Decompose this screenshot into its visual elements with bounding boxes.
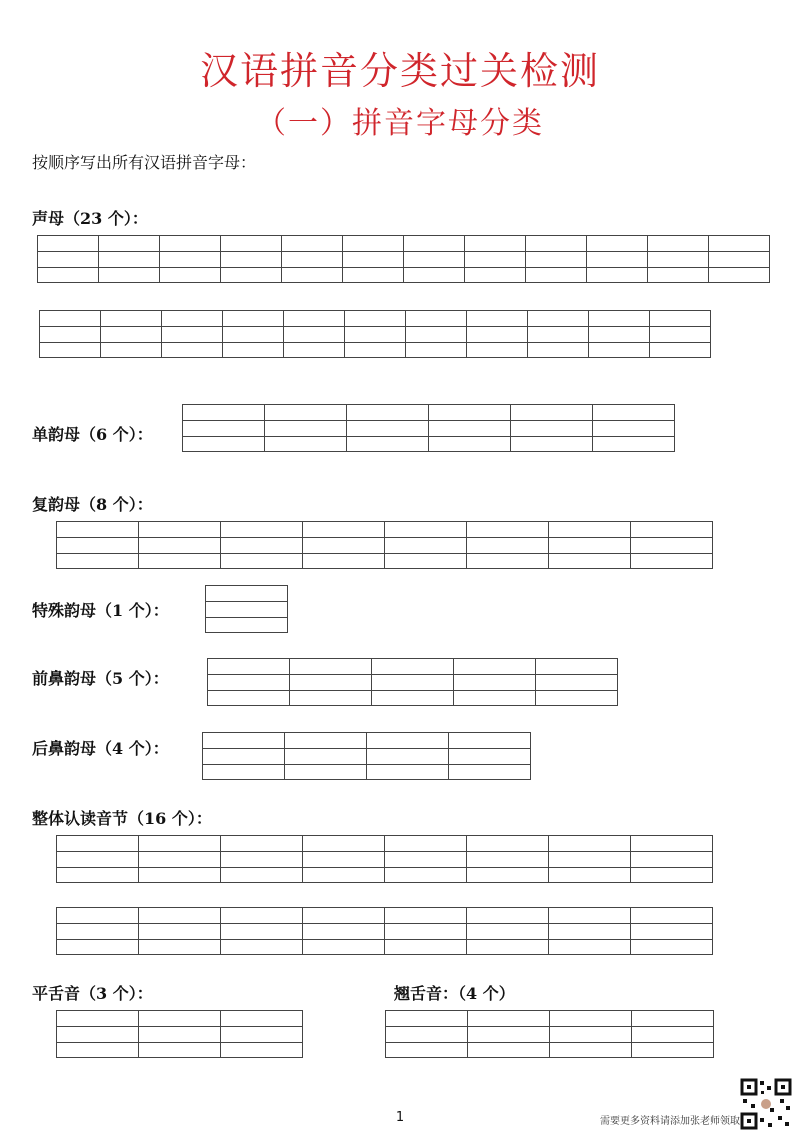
pinyin-writing-cell[interactable] <box>220 1010 303 1058</box>
pinyin-writing-cell[interactable] <box>220 521 303 569</box>
pinyin-writing-cell[interactable] <box>222 310 284 358</box>
pinyin-writing-cell[interactable] <box>466 835 549 883</box>
pinyin-writing-cell[interactable] <box>466 310 528 358</box>
section-subtitle: （一）拼音字母分类 <box>256 106 544 141</box>
pinyin-writing-cell[interactable] <box>630 521 713 569</box>
teshu-grid[interactable] <box>205 585 288 633</box>
pinyin-writing-cell[interactable] <box>588 310 650 358</box>
pinyin-writing-cell[interactable] <box>366 732 449 780</box>
danyunmu-label: 单韵母（6 个）： <box>32 425 153 444</box>
pinyin-writing-cell[interactable] <box>466 521 549 569</box>
pinyin-writing-cell[interactable] <box>385 1010 468 1058</box>
pinyin-writing-cell[interactable] <box>138 907 221 955</box>
zhengti-label: 整体认读音节（16 个）： <box>32 809 212 828</box>
pinyin-writing-cell[interactable] <box>453 658 536 706</box>
pinyin-writing-cell[interactable] <box>649 310 711 358</box>
pinyin-writing-cell[interactable] <box>548 521 631 569</box>
pinyin-writing-cell[interactable] <box>510 404 593 452</box>
pinyin-writing-cell[interactable] <box>302 907 385 955</box>
pinyin-writing-cell[interactable] <box>342 235 404 283</box>
qianbi-grid[interactable] <box>207 658 618 706</box>
pinyin-writing-cell[interactable] <box>549 1010 632 1058</box>
pinyin-writing-cell[interactable] <box>98 235 160 283</box>
pinyin-writing-cell[interactable] <box>289 658 372 706</box>
pinyin-writing-cell[interactable] <box>535 658 618 706</box>
qr-code-icon <box>740 1078 792 1130</box>
pinyin-writing-cell[interactable] <box>428 404 511 452</box>
pinyin-writing-cell[interactable] <box>284 732 367 780</box>
pinyin-writing-cell[interactable] <box>708 235 770 283</box>
shengmu-grid-row-1[interactable] <box>37 235 770 283</box>
pinyin-writing-cell[interactable] <box>161 310 223 358</box>
pinyin-writing-cell[interactable] <box>548 835 631 883</box>
pinyin-writing-cell[interactable] <box>138 1010 221 1058</box>
pinyin-writing-cell[interactable] <box>403 235 465 283</box>
pinyin-writing-cell[interactable] <box>56 521 139 569</box>
pinyin-writing-cell[interactable] <box>56 835 139 883</box>
pinyin-writing-cell[interactable] <box>384 835 467 883</box>
pinyin-writing-cell[interactable] <box>56 1010 139 1058</box>
pinyin-writing-cell[interactable] <box>527 310 589 358</box>
pinyin-writing-cell[interactable] <box>37 235 99 283</box>
pinyin-writing-cell[interactable] <box>586 235 648 283</box>
pinyin-writing-cell[interactable] <box>302 835 385 883</box>
pinyin-writing-cell[interactable] <box>220 235 282 283</box>
qiaoshe-grid[interactable] <box>385 1010 714 1058</box>
zhengti-grid-row-2[interactable] <box>56 907 713 955</box>
pinyin-writing-cell[interactable] <box>464 235 526 283</box>
pinyin-writing-cell[interactable] <box>346 404 429 452</box>
pinyin-writing-cell[interactable] <box>630 835 713 883</box>
pinyin-writing-cell[interactable] <box>220 835 303 883</box>
fuyunmu-grid[interactable] <box>56 521 713 569</box>
teshu-label: 特殊韵母（1 个）： <box>32 601 169 620</box>
shengmu-label: 声母（23 个）： <box>32 209 148 228</box>
pinyin-writing-cell[interactable] <box>344 310 406 358</box>
page-title: 汉语拼音分类过关检测 <box>199 49 600 93</box>
pinyin-writing-cell[interactable] <box>592 404 675 452</box>
pinyin-writing-cell[interactable] <box>448 732 531 780</box>
pinyin-writing-cell[interactable] <box>56 907 139 955</box>
pinyin-writing-cell[interactable] <box>631 1010 714 1058</box>
pinyin-writing-cell[interactable] <box>525 235 587 283</box>
pinyin-writing-cell[interactable] <box>302 521 385 569</box>
houbi-label: 后鼻韵母（4 个）： <box>32 739 169 758</box>
pinyin-writing-cell[interactable] <box>202 732 285 780</box>
pinyin-writing-cell[interactable] <box>281 235 343 283</box>
page-number: 1 <box>395 1110 405 1125</box>
pinyin-writing-cell[interactable] <box>39 310 101 358</box>
pinyin-writing-cell[interactable] <box>384 907 467 955</box>
pinyin-writing-cell[interactable] <box>220 907 303 955</box>
houbi-grid[interactable] <box>202 732 531 780</box>
pinyin-writing-cell[interactable] <box>405 310 467 358</box>
qiaoshe-label: 翘舌音：（4 个） <box>394 984 515 1003</box>
pinyin-writing-cell[interactable] <box>283 310 345 358</box>
pinyin-writing-cell[interactable] <box>630 907 713 955</box>
pinyin-writing-cell[interactable] <box>182 404 265 452</box>
pinyin-writing-cell[interactable] <box>264 404 347 452</box>
footer-note: 需要更多资料请添加张老师领取 <box>600 1116 740 1127</box>
zhengti-grid-row-1[interactable] <box>56 835 713 883</box>
qianbi-label: 前鼻韵母（5 个）： <box>32 669 169 688</box>
pinyin-writing-cell[interactable] <box>384 521 467 569</box>
pinyin-writing-cell[interactable] <box>647 235 709 283</box>
pingshe-grid[interactable] <box>56 1010 303 1058</box>
pinyin-writing-cell[interactable] <box>138 521 221 569</box>
pinyin-writing-cell[interactable] <box>100 310 162 358</box>
pinyin-writing-cell[interactable] <box>207 658 290 706</box>
pinyin-writing-cell[interactable] <box>371 658 454 706</box>
pinyin-writing-cell[interactable] <box>467 1010 550 1058</box>
pinyin-writing-cell[interactable] <box>159 235 221 283</box>
shengmu-grid-row-2[interactable] <box>39 310 711 358</box>
pingshe-label: 平舌音（3 个）： <box>32 984 153 1003</box>
pinyin-writing-cell[interactable] <box>138 835 221 883</box>
danyunmu-grid[interactable] <box>182 404 675 452</box>
pinyin-writing-cell[interactable] <box>205 585 288 633</box>
fuyunmu-label: 复韵母（8 个）： <box>32 495 153 514</box>
instruction-text: 按顺序写出所有汉语拼音字母： <box>32 153 257 172</box>
pinyin-writing-cell[interactable] <box>466 907 549 955</box>
pinyin-writing-cell[interactable] <box>548 907 631 955</box>
